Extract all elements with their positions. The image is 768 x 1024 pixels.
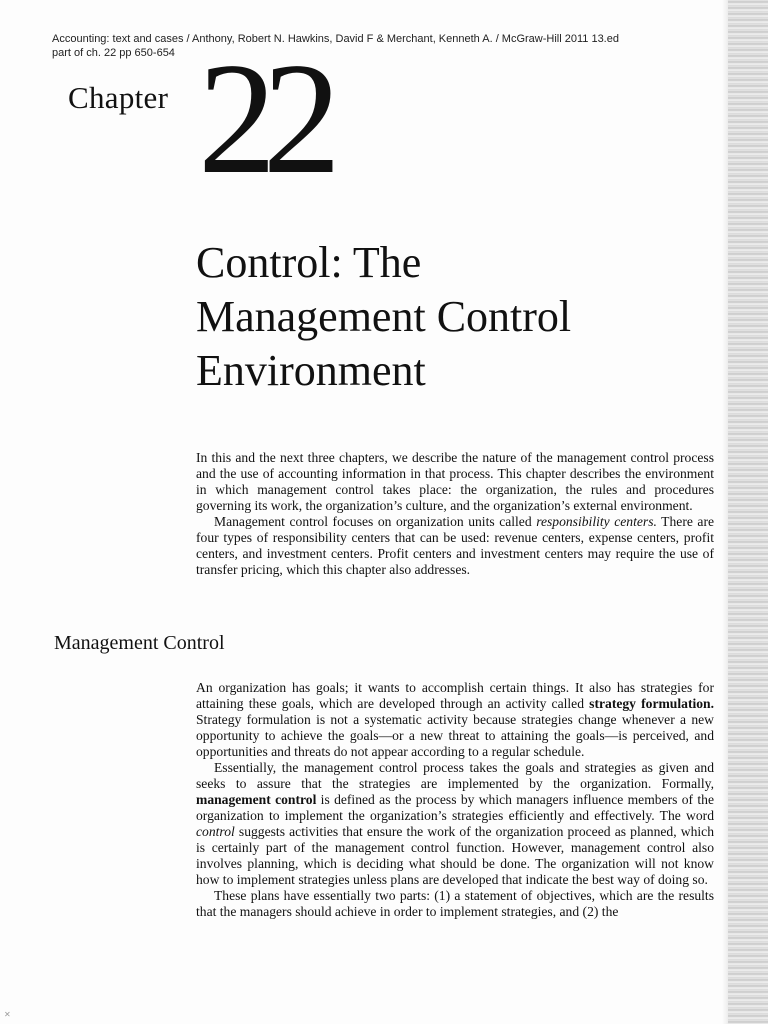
source-citation bbox=[52, 32, 742, 60]
title-line-2: Management Control bbox=[196, 292, 572, 341]
body-paragraph-2 bbox=[196, 760, 714, 888]
section-body bbox=[196, 680, 714, 920]
section-heading: Management Control bbox=[54, 632, 225, 654]
intro-paragraph-1: In this and the next three chapters, we describe the nature of the management control process and the use of accounting information in that process. This chapter describes the environment in which management control takes place: the organization, the rules and procedures governing its work, the organization’s culture, and the organization’s external environment. bbox=[196, 450, 714, 513]
chapter-number: 22 bbox=[198, 29, 328, 207]
term-strategy-formulation: strategy formulation. bbox=[589, 696, 715, 711]
citation-line: Accounting: text and cases / Anthony, Robert N. Hawkins, David F & Merchant, Kenneth A. / McGraw-Hill 2011 13.ed bbox=[52, 33, 619, 45]
citation-pages: part of ch. 22 pp 650-654 bbox=[52, 47, 175, 59]
term-control: control bbox=[196, 824, 235, 839]
text-run: suggests activities that ensure the work of the organization proceed as planned, which is certainly part of the management control function. However, management control also involves planning, which is deciding what should be done. The organization will not know how to implement strategies unless plans are developed that indicate the best way of doing so. bbox=[196, 824, 714, 887]
chapter-title bbox=[196, 236, 716, 398]
intro-paragraph-2 bbox=[196, 514, 714, 578]
text-run: An organization has goals; it wants to accomplish certain things. It also has strategies for attaining these goals, which are developed through an activity called bbox=[196, 680, 714, 711]
text-run: Management control focuses on organization units called bbox=[214, 514, 537, 529]
body-paragraph-1 bbox=[196, 680, 714, 760]
text-run: Essentially, the management control process takes the goals and strategies as given and seeks to assure that the strategies are implemented by the organization. Formally, bbox=[196, 760, 714, 791]
term-management-control: management control bbox=[196, 792, 317, 807]
body-paragraph-3: These plans have essentially two parts: (1) a statement of objectives, which are the results that the managers should achieve in order to implement strategies, and (2) the bbox=[196, 888, 714, 919]
text-run: There are four types of responsibility centers that can be used: revenue centers, expense centers, profit centers, and investment centers. Profit centers and investment centers may require the use of transfer pricing, which this chapter also addresses. bbox=[196, 514, 715, 577]
intro-text bbox=[196, 450, 714, 578]
chapter-label: Chapter bbox=[68, 80, 169, 115]
term-responsibility-centers: responsibility centers. bbox=[536, 514, 657, 529]
text-run: is defined as the process by which managers influence members of the organization to implement the organization’s strategies efficiently and effectively. The word bbox=[196, 792, 714, 823]
text-run: Strategy formulation is not a systematic activity because strategies change whenever a new opportunity to achieve the goals—or a new threat to attaining the goals—is perceived, and opportunities and threats do not appear according to a regular schedule. bbox=[196, 712, 714, 759]
scan-corner-mark: ✕ bbox=[4, 1010, 11, 1019]
title-line-1: Control: The bbox=[196, 238, 422, 287]
title-line-3: Environment bbox=[196, 346, 426, 395]
page-edge-shadow bbox=[728, 0, 768, 1024]
